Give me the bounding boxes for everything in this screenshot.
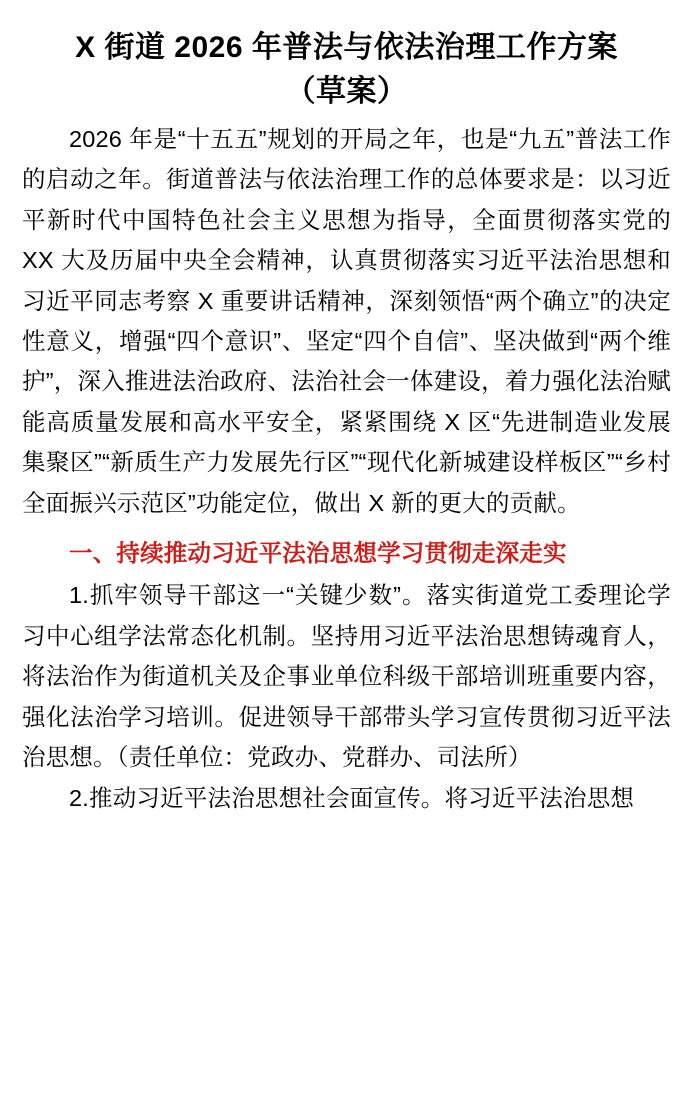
section-heading: 一、持续推动习近平法治思想学习贯彻走深走实 xyxy=(69,540,567,567)
page-title xyxy=(22,26,671,113)
section-item-2: 2.推动习近平法治思想社会面宣传。将习近平法治思想 xyxy=(69,784,635,811)
page-title-line-1: X 街道 2026 年普法与依法治理工作方案 xyxy=(75,31,618,64)
page-title-line-2: （草案） xyxy=(285,74,408,108)
section-item-1: 1.抓牢领导干部这一“关键少数”。落实街道党工委理论学习中心组学法常态化机制。坚持用习近平法治思想铸魂育人，将法治作为街道机关及企事业单位科级干部培训班重要内容，强化法治学习培训。促进领导干部带头学习宣传贯彻习近平法治思想。（责任单位：党政办、党群办、司法所） xyxy=(22,582,671,771)
intro-paragraph: 2026 年是“十五五”规划的开局之年，也是“九五”普法工作的启动之年。街道普法与依法治理工作的总体要求是：以习近平新时代中国特色社会主义思想为指导，全面贯彻落实党的 XX 大及历届中央全会精神，认真贯彻落实习近平法治思想和习近平同志考察 X 重要讲话精神，深刻领悟“两个确立”的决定性意义，增强“四个意识”、坚定“四个自信”、坚决做到“两个维护”，深入推进法治政府、法治社会一体建设，着力强化法治赋能高质量发展和高水平安全，紧紧围绕 X 区“先进制造业发展集聚区”“新质生产力发展先行区”“现代化新城建设样板区”“乡村全面振兴示范区”功能定位，做出 X 新的更大的贡献。 xyxy=(22,126,671,516)
